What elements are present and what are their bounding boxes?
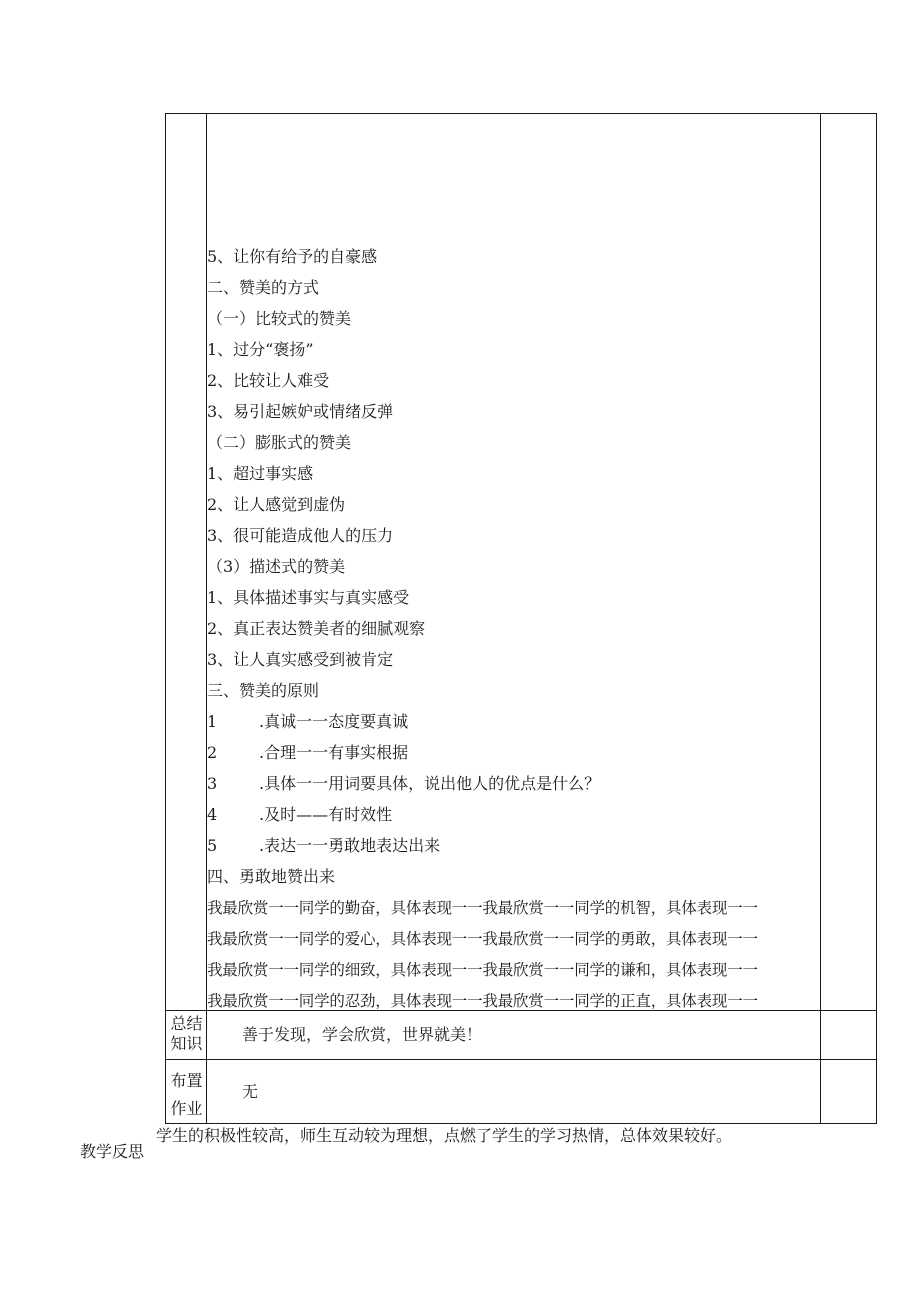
- content-line-10: 3、很可能造成他人的压力: [207, 526, 394, 545]
- row-divider-homework: [166, 1059, 876, 1060]
- content-line-14: 3、让人真实感受到被肯定: [207, 650, 394, 669]
- column-divider-right: [820, 114, 821, 1123]
- principle-number-5: 5: [207, 836, 218, 855]
- content-line-11: （3）描述式的赞美: [207, 557, 346, 576]
- reflection-label: 教学反思: [80, 1142, 145, 1161]
- content-line-5: 2、比较让人难受: [207, 371, 330, 390]
- content-line-2: 二、赞美的方式: [207, 278, 320, 297]
- principle-number-2: 2: [207, 743, 218, 762]
- content-line-13: 2、真正表达赞美者的细腻观察: [207, 619, 426, 638]
- appreciation-line-1: 我最欣赏一一同学的勤奋，具体表现一一我最欣赏一一同学的机智，具体表现一一: [207, 899, 758, 917]
- principle-text-3: .具体一一用词要具体，说出他人的优点是什么？: [259, 774, 601, 793]
- homework-text: 无: [242, 1082, 259, 1101]
- appreciation-line-2: 我最欣赏一一同学的爱心，具体表现一一我最欣赏一一同学的勇敢，具体表现一一: [207, 930, 758, 948]
- content-line-12: 1、具体描述事实与真实感受: [207, 588, 410, 607]
- content-line-4: 1、过分“褒扬”: [207, 340, 314, 359]
- appreciation-line-4: 我最欣赏一一同学的忍劲，具体表现一一我最欣赏一一同学的正直，具体表现一一: [207, 992, 758, 1009]
- content-line-7: （二）膨胀式的赞美: [207, 433, 352, 452]
- homework-label-line1: 布置: [170, 1071, 203, 1090]
- summary-text: 善于发现，学会欣赏，世界就美！: [242, 1025, 483, 1044]
- principle-text-1: .真诚一一态度要真诚: [259, 712, 409, 731]
- reflection-text: 学生的积极性较高，师生互动较为理想，点燃了学生的学习热情，总体效果较好。: [156, 1126, 733, 1145]
- lesson-plan-table: [165, 113, 877, 1124]
- content-line-8: 1、超过事实感: [207, 464, 314, 483]
- content-line-6: 3、易引起嫉妒或情绪反弹: [207, 402, 394, 421]
- row-divider-summary: [166, 1010, 876, 1011]
- summary-label-line1: 总结: [170, 1014, 203, 1033]
- principle-number-1: 1: [207, 712, 218, 731]
- section-4-title: 四、勇敢地赞出来: [207, 867, 336, 886]
- homework-label-line2: 作业: [170, 1099, 203, 1118]
- principle-text-4: .及时——有时效性: [259, 805, 393, 824]
- principle-number-3: 3: [207, 774, 218, 793]
- principle-text-5: .表达一一勇敢地表达出来: [259, 836, 441, 855]
- content-line-1: 5、让你有给予的自豪感: [207, 247, 378, 266]
- appreciation-line-3: 我最欣赏一一同学的细致，具体表现一一我最欣赏一一同学的谦和，具体表现一一: [207, 961, 758, 979]
- principle-number-4: 4: [207, 805, 218, 824]
- content-line-9: 2、让人感觉到虚伪: [207, 495, 346, 514]
- content-line-3: （一）比较式的赞美: [207, 309, 352, 328]
- principle-text-2: .合理一一有事实根据: [259, 743, 409, 762]
- content-line-15: 三、赞美的原则: [207, 681, 320, 700]
- summary-label-line2: 知识: [170, 1034, 203, 1053]
